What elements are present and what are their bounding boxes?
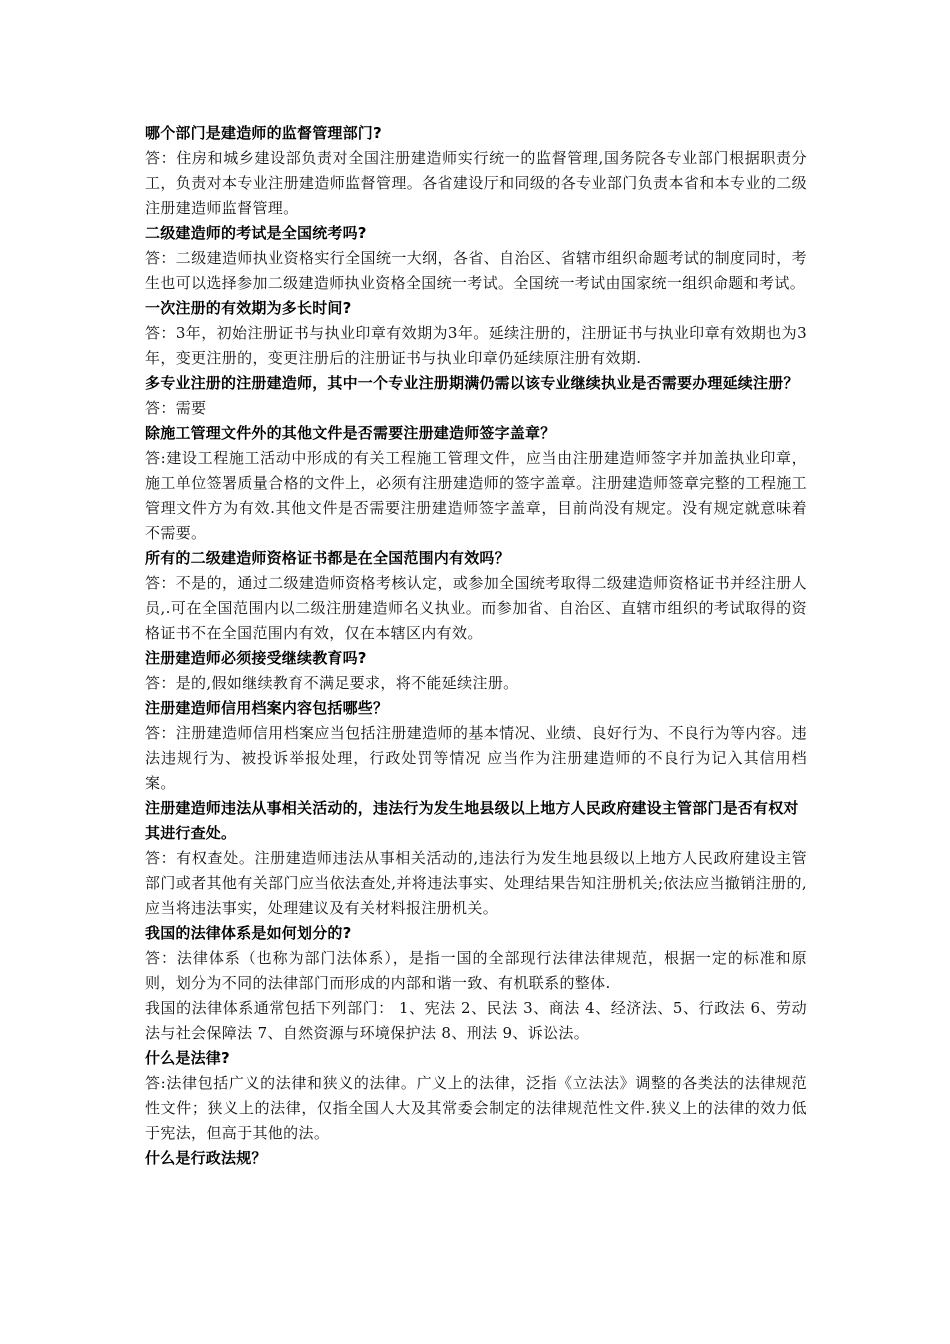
question-heading: 我国的法律体系是如何划分的? <box>145 924 352 942</box>
qa-item <box>145 221 807 296</box>
answer-paragraph: 答:法律包括广义的法律和狭义的法律。广义上的法律，泛指《立法法》调整的各类法的法律规范性文件；狭义上的法律，仅指全国人大及其常委会制定的法律规范性文件.狭义上的法律的效力低于宪法，但高于其他的法。 <box>145 1074 807 1142</box>
qa-item <box>145 921 807 1046</box>
question-heading: 除施工管理文件外的其他文件是否需要注册建造师签字盖章？ <box>145 424 556 442</box>
answer-paragraph: 答:建设工程施工活动中形成的有关工程施工管理文件，应当由注册建造师签字并加盖执业印章，施工单位签署质量合格的文件上，必须有注册建造师的签字盖章。注册建造师签章完整的工程施工管理文件方为有效.其他文件是否需要注册建造师签字盖章，目前尚没有规定。没有规定就意味着不需要。 <box>145 449 807 542</box>
qa-item <box>145 1146 807 1171</box>
question-heading: 哪个部门是建造师的监督管理部门? <box>145 124 382 142</box>
document-body <box>145 121 807 1171</box>
qa-item <box>145 121 807 221</box>
qa-item <box>145 796 807 921</box>
answer-paragraph: 答：不是的，通过二级建造师资格考核认定，或参加全国统考取得二级建造师资格证书并经注册人员,.可在全国范围内以二级注册建造师名义执业。而参加省、自治区、直辖市组织的考试取得的资格证书不在全国范围内有效，仅在本辖区内有效。 <box>145 574 807 642</box>
answer-paragraph: 答：是的,假如继续教育不满足要求，将不能延续注册。 <box>145 674 519 692</box>
question-heading: 所有的二级建造师资格证书都是在全国范围内有效吗？ <box>145 549 510 567</box>
question-heading: 一次注册的有效期为多长时间? <box>145 299 352 317</box>
answer-continuation-paragraph: 我国的法律体系通常包括下列部门： 1、宪法 2、民法 3、商法 4、经济法、5、行政法 6、劳动法与社会保障法 7、自然资源与环境保护法 8、刑法 9、诉讼法。 <box>145 999 807 1042</box>
qa-item <box>145 696 807 796</box>
qa-item <box>145 646 807 696</box>
question-heading: 注册建造师必须接受继续教育吗? <box>145 649 367 667</box>
qa-item <box>145 546 807 646</box>
answer-paragraph: 答：3年，初始注册证书与执业印章有效期为3年。延续注册的，注册证书与执业印章有效期也为3年，变更注册的，变更注册后的注册证书与执业印章仍延续原注册有效期. <box>145 324 807 367</box>
qa-item <box>145 1046 807 1146</box>
answer-paragraph: 答：有权查处。注册建造师违法从事相关活动的,违法行为发生地县级以上地方人民政府建设主管部门或者其他有关部门应当依法查处,并将违法事实、处理结果告知注册机关;依法应当撤销注册的,应当将违法事实，处理建议及有关材料报注册机关。 <box>145 849 807 917</box>
answer-paragraph: 答：法律体系（也称为部门法体系），是指一国的全部现行法律法律规范，根据一定的标准和原则，划分为不同的法律部门而形成的内部和谐一致、有机联系的整体. <box>145 949 807 992</box>
question-heading: 注册建造师违法从事相关活动的，违法行为发生地县级以上地方人民政府建设主管部门是否有权对其进行查处。 <box>145 799 799 842</box>
question-heading: 二级建造师的考试是全国统考吗? <box>145 224 367 242</box>
question-heading: 注册建造师信用档案内容包括哪些？ <box>145 699 389 717</box>
answer-paragraph: 答：需要 <box>145 399 207 417</box>
question-heading: 什么是行政法规？ <box>145 1149 267 1167</box>
qa-item <box>145 421 807 546</box>
question-heading: 多专业注册的注册建造师，其中一个专业注册期满仍需以该专业继续执业是否需要办理延续注册？ <box>145 374 799 392</box>
answer-paragraph: 答：二级建造师执业资格实行全国统一大纲，各省、自治区、省辖市组织命题考试的制度同时，考生也可以选择参加二级建造师执业资格全国统一考试。全国统一考试由国家统一组织命题和考试。 <box>145 249 807 292</box>
qa-item <box>145 296 807 371</box>
answer-paragraph: 答：注册建造师信用档案应当包括注册建造师的基本情况、业绩、良好行为、不良行为等内容。违法违规行为、被投诉举报处理，行政处罚等情况 应当作为注册建造师的不良行为记入其信用档案。 <box>145 724 807 792</box>
question-heading: 什么是法律? <box>145 1049 230 1067</box>
qa-item <box>145 371 807 421</box>
answer-paragraph: 答：住房和城乡建设部负责对全国注册建造师实行统一的监督管理,国务院各专业部门根据职责分工，负责对本专业注册建造师监督管理。各省建设厅和同级的各专业部门负责本省和本专业的二级注册建造师监督管理。 <box>145 149 807 217</box>
